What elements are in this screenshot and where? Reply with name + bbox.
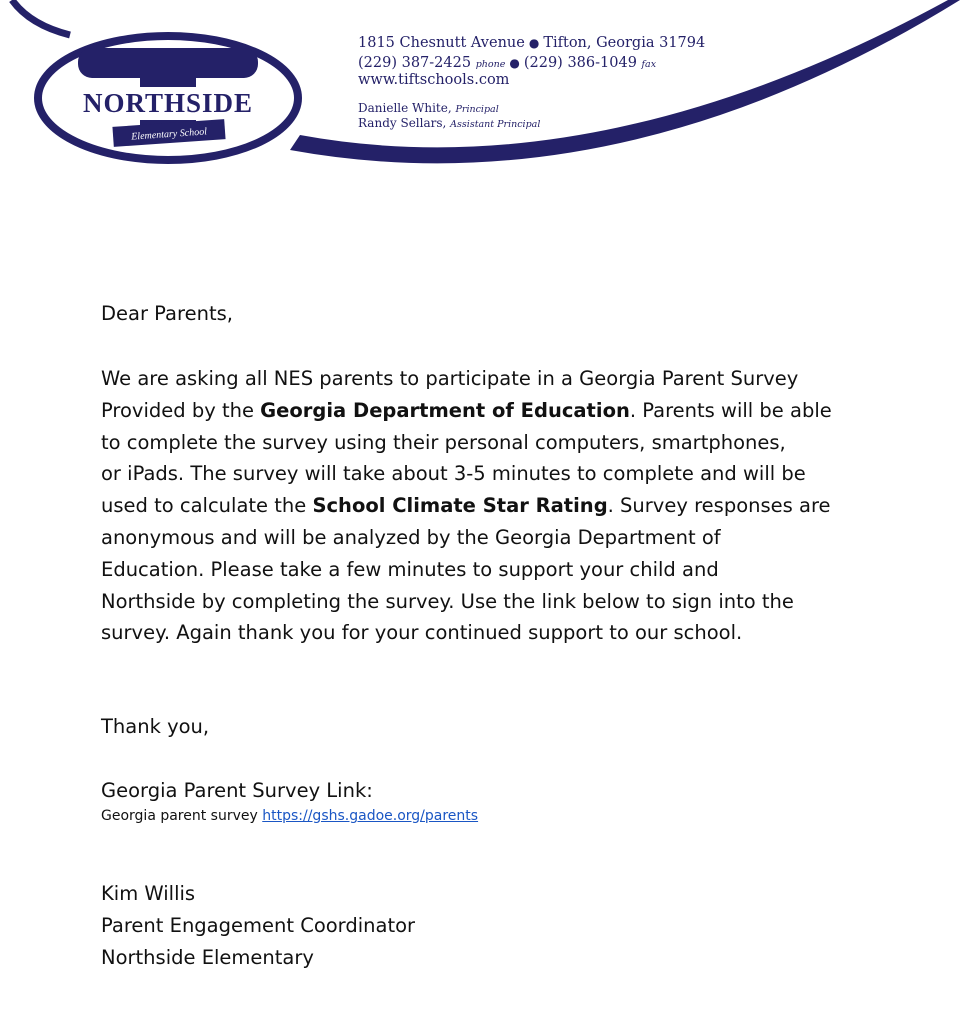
principal-name: Danielle White, — [358, 101, 452, 115]
survey-link-line — [101, 808, 478, 824]
text-run: used to calculate the — [101, 494, 313, 518]
signature-name: Kim Willis — [101, 882, 196, 905]
letter-paragraph — [101, 363, 891, 649]
text-run: . Parents will be able — [629, 398, 832, 422]
link-heading: Georgia Parent Survey Link: — [101, 779, 373, 802]
phone-fax-line — [358, 55, 656, 71]
assistant-title: Assistant Principal — [450, 119, 541, 130]
paragraph-line: survey. Again thank you for your continued support to our school. — [101, 621, 743, 645]
assistant-line — [358, 116, 540, 130]
website[interactable]: www.tiftschools.com — [358, 72, 510, 88]
paragraph-line: anonymous and will be analyzed by the Georgia Department of — [101, 525, 721, 549]
signature-title: Parent Engagement Coordinator — [101, 914, 416, 937]
school-logo — [38, 36, 298, 160]
bullet-dot-icon: ● — [528, 36, 540, 50]
logo-sub: Elementary School — [130, 126, 208, 143]
paragraph-line: Education. Please take a few minutes to support your child and — [101, 557, 719, 581]
fax-label: fax — [641, 59, 657, 70]
survey-link[interactable]: https://gshs.gadoe.org/parents — [262, 808, 479, 824]
link-prefix: Georgia parent survey — [101, 808, 263, 824]
address-line — [358, 35, 705, 51]
phone-label: phone — [475, 59, 506, 70]
paragraph-line: Northside by completing the survey. Use the link below to sign into the — [101, 589, 794, 613]
street-address: 1815 Chesnutt Avenue — [358, 35, 525, 51]
bold-phrase: School Climate Star Rating — [312, 494, 608, 518]
principal-line — [358, 101, 499, 115]
city-state-zip: Tifton, Georgia 31794 — [543, 35, 706, 51]
phone-number: (229) 387-2425 — [358, 55, 472, 71]
text-run: Provided by the — [101, 398, 261, 422]
letterhead-top-arc — [12, 0, 70, 35]
text-run: . Survey responses are — [607, 494, 831, 518]
assistant-name: Randy Sellars, — [358, 116, 447, 130]
paragraph-line: or iPads. The survey will take about 3-5 minutes to complete and will be — [101, 462, 806, 486]
bold-phrase: Georgia Department of Education — [260, 398, 630, 422]
greeting: Dear Parents, — [101, 302, 233, 325]
bullet-dot-icon: ● — [509, 56, 520, 70]
paragraph-line — [101, 395, 891, 427]
paragraph-line: We are asking all NES parents to participate in a Georgia Parent Survey — [101, 367, 799, 390]
logo-name: NORTHSIDE — [82, 88, 254, 118]
paragraph-line: to complete the survey using their personal computers, smartphones, — [101, 430, 786, 454]
principal-title: Principal — [455, 104, 499, 115]
fax-number: (229) 386-1049 — [523, 55, 637, 71]
signature-org: Northside Elementary — [101, 946, 314, 969]
closing: Thank you, — [101, 715, 210, 738]
paragraph-line — [101, 490, 891, 522]
